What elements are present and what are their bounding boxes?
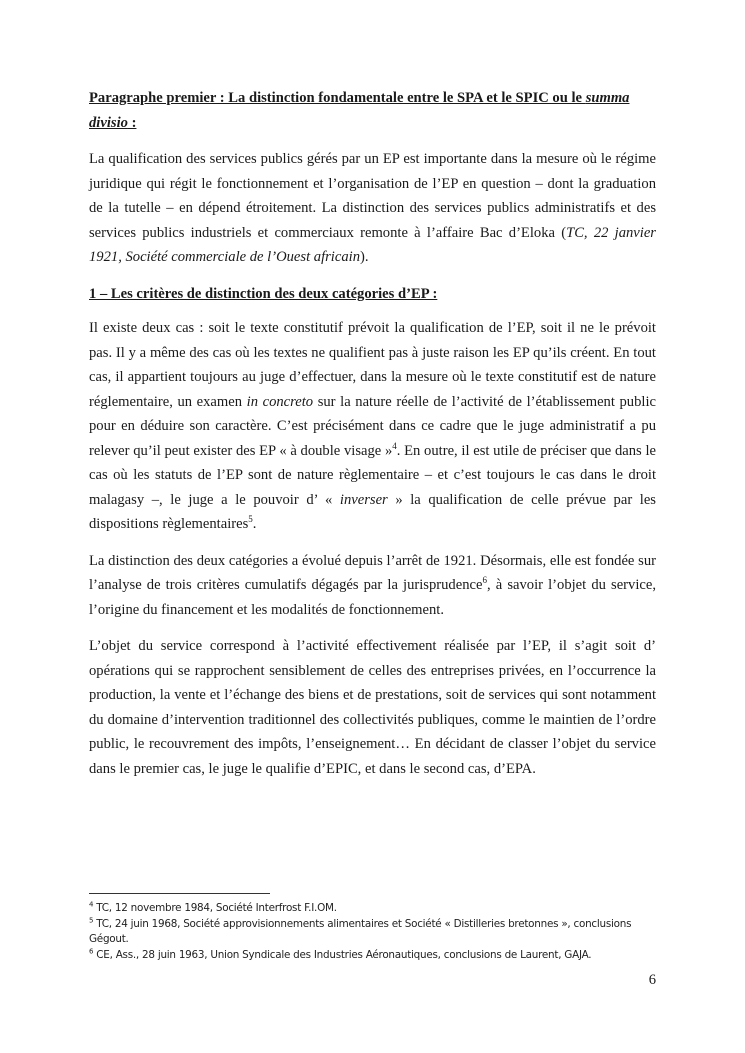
page-number: 6 (648, 972, 656, 988)
intro-paragraph: La qualification des services publics gérés par un EP est importante dans la mesure où le régime juridique qui régit le fonctionnement et l’organisation de l’EP en question – dont la graduation de la tutelle – en dépend étroitement. La distinction des services publics administratifs et des services publics industriels et commerciaux remonte à l’affaire Bac d’Eloka (TC, 22 janvier 1921, Société commerciale de l’Ouest africain). (89, 151, 656, 265)
footnote-ref-4[interactable]: 4 (392, 440, 397, 451)
footnote-6: $^6$ CE, Ass., 28 juin 1963, Union Syndicale des Industries Aéronautiques, conclusions de Laurent, GAJA. (89, 947, 592, 961)
object-paragraph: L’objet du service correspond à l’activité effectivement réalisée par l’EP, il s’agit soit d’ opérations qui se rapprochent sensiblement de celles des entreprises privées, en l’occurrence la production, la vente et l’échange des biens et de prestations, soit de services qui sont notamment du domaine d’intervention traditionnel des collectivités publiques, comme le maintien de l’ordre public, le recouvrement des impôts, l’enseignement… En décidant de classer l’objet du service dans le premier cas, le juge le qualifie d’EPIC, et dans le second cas, d’EPA. (89, 638, 656, 777)
footnote-5: $^5$ TC, 24 juin 1968, Société approvisionnements alimentaires et Société « Distilleries bretonnes », conclusions Gégout. (89, 916, 632, 945)
document-body (89, 86, 656, 793)
evolution-paragraph: La distinction des deux catégories a évolué depuis l’arrêt de 1921. Désormais, elle est fondée sur l’analyse de trois critères cumulatifs dégagés par la jurisprudence$^6$, à savoir l’objet du service, l’origine du financement et les modalités de fonctionnement. (89, 552, 656, 618)
footnote-ref-5[interactable]: 5 (248, 514, 253, 525)
paragraph-heading (89, 86, 656, 135)
heading-text: Paragraphe premier : La distinction fondamentale entre le SPA et le SPIC ou le (89, 90, 586, 106)
case-citation: TC, 22 janvier 1921, Société commerciale de l’Ouest africain (89, 224, 656, 265)
heading-colon: : (127, 114, 137, 131)
section-title: 1 – Les critères de distinction des deux catégories d’EP : (89, 285, 438, 302)
footnotes (89, 901, 656, 963)
heading-italic: summa divisio (89, 90, 630, 131)
footnote-separator (89, 893, 270, 894)
footnote-4: $^4$ TC, 12 novembre 1984, Société Interfrost F.I.OM. (89, 900, 337, 914)
criteria-paragraph: Il existe deux cas : soit le texte constitutif prévoit la qualification de l’EP, soit il ne le prévoit pas. Il y a même des cas où les textes ne qualifient pas à juste raison les EP qu’ils créent. En tout cas, il appartient toujours au juge d’effectuer, dans la mesure où le texte constitutif est de nature réglementaire, un examen in concreto sur la nature réelle de l’activité de l’établissement public pour en déduire son caractère. C’est précisément dans ce cadre que le juge administratif a pu relever qu’il peut exister des EP « à double visage »$^4$. En outre, il est utile de préciser que dans le cas où les statuts de l’EP sont de nature règlementaire – et c’est toujours le cas dans le droit malagasy –, le juge a le pouvoir d’ « inverser » la qualification de celle prévue par les dispositions règlementaires$^5$. (89, 320, 656, 532)
footnote-ref-6[interactable]: 6 (482, 575, 487, 586)
